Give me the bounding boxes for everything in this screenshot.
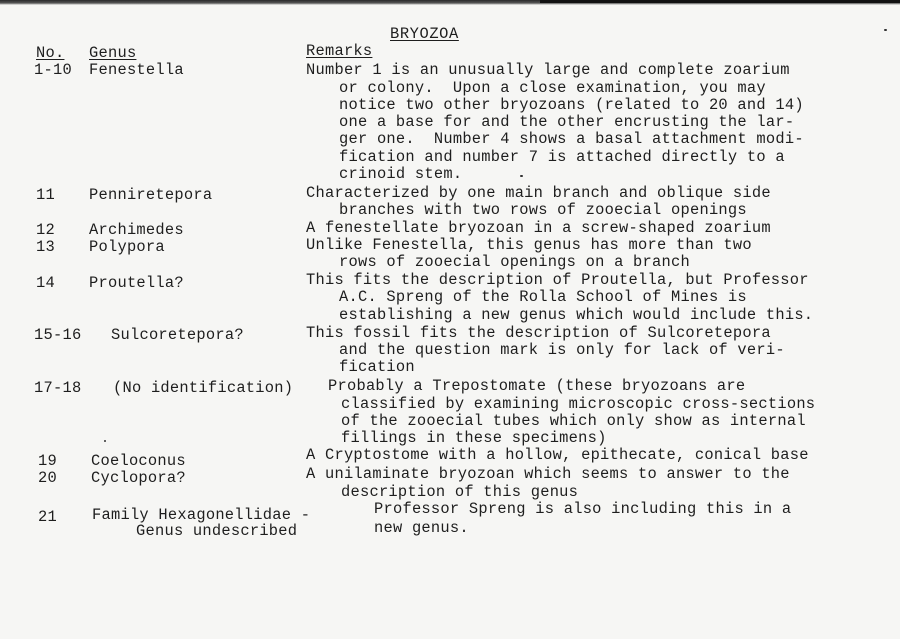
entry-number: 13 <box>36 238 55 256</box>
entry-remark-line: Number 1 is an unusually large and complete zoarium <box>306 61 790 79</box>
entry-genus: Family Hexagonellidae - <box>92 506 311 524</box>
entry-remark-line: of the zooecial tubes which only show as internal <box>341 412 806 430</box>
entry-number: 12 <box>36 221 55 239</box>
entry-remark-line: new genus. <box>374 519 469 537</box>
entry-genus: Sulcoretepora? <box>111 326 244 344</box>
entry-genus: Archimedes <box>89 221 184 239</box>
scan-speck <box>520 175 523 177</box>
entry-genus: Polypora <box>89 238 165 256</box>
scan-speck <box>104 440 106 442</box>
entry-remark-line: fication and number 7 is attached directly to a <box>339 148 785 166</box>
entry-number: 21 <box>38 508 57 526</box>
entry-remark-line: fillings in these specimens) <box>341 429 607 447</box>
entry-remark-line: ger one. Number 4 shows a basal attachment modi- <box>339 130 804 148</box>
entry-genus: Penniretepora <box>89 186 213 204</box>
entry-remark-line: A unilaminate bryozoan which seems to answer to the <box>306 465 790 483</box>
entry-number: 20 <box>38 469 57 487</box>
entry-genus: (No identification) <box>113 379 294 397</box>
page-title: BRYOZOA <box>390 25 459 43</box>
entry-remark-line: classified by examining microscopic cross-sections <box>341 395 816 413</box>
entry-remark-line: Characterized by one main branch and oblique side <box>306 184 771 202</box>
entry-remark-line: one a base for and the other encrusting the lar- <box>339 113 795 131</box>
entry-remark-line: Professor Spreng is also including this in a <box>374 500 792 518</box>
entry-number: 1-10 <box>34 61 72 79</box>
entry-remark-line: Probably a Trepostomate (these bryozoans are <box>328 377 746 395</box>
entry-remark-line: This fits the description of Proutella, but Professor <box>306 271 809 289</box>
entry-remark-line: crinoid stem. <box>339 165 463 183</box>
entry-genus: Proutella? <box>89 274 184 292</box>
entry-remark-line: notice two other bryozoans (related to 20 and 14) <box>339 96 804 114</box>
entry-number: 17-18 <box>34 379 82 397</box>
entry-remark-line: rows of zooecial openings on a branch <box>339 253 690 271</box>
entry-genus: Coeloconus <box>91 452 186 470</box>
entry-number: 11 <box>36 186 55 204</box>
entry-genus-line2: Genus undescribed <box>136 522 298 540</box>
entry-remark-line: and the question mark is only for lack of veri- <box>339 341 785 359</box>
header-no: No. <box>36 44 65 62</box>
header-remarks: Remarks <box>306 42 373 60</box>
entry-remark-line: A.C. Spreng of the Rolla School of Mines is <box>339 288 747 306</box>
entry-number: 15-16 <box>34 326 82 344</box>
entry-remark-line: branches with two rows of zooecial openings <box>339 201 747 219</box>
entry-remark-line: description of this genus <box>341 483 579 501</box>
header-genus: Genus <box>89 44 137 62</box>
entry-remark-line: establishing a new genus which would include this. <box>339 306 814 324</box>
entry-number: 19 <box>38 452 57 470</box>
scan-speck <box>884 29 887 31</box>
entry-genus: Cyclopora? <box>91 469 186 487</box>
entry-remark-line: or colony. Upon a close examination, you may <box>339 79 766 97</box>
scan-top-edge-dark <box>540 0 900 3</box>
entry-remark-line: Unlike Fenestella, this genus has more than two <box>306 236 752 254</box>
entry-remark-line: fication <box>339 358 415 376</box>
entry-remark-line: A Cryptostome with a hollow, epithecate, conical base <box>306 446 809 464</box>
entry-genus: Fenestella <box>89 61 184 79</box>
entry-remark-line: A fenestellate bryozoan in a screw-shaped zoarium <box>306 219 771 237</box>
entry-remark-line: This fossil fits the description of Sulcoretepora <box>306 324 771 342</box>
entry-number: 14 <box>36 274 55 292</box>
